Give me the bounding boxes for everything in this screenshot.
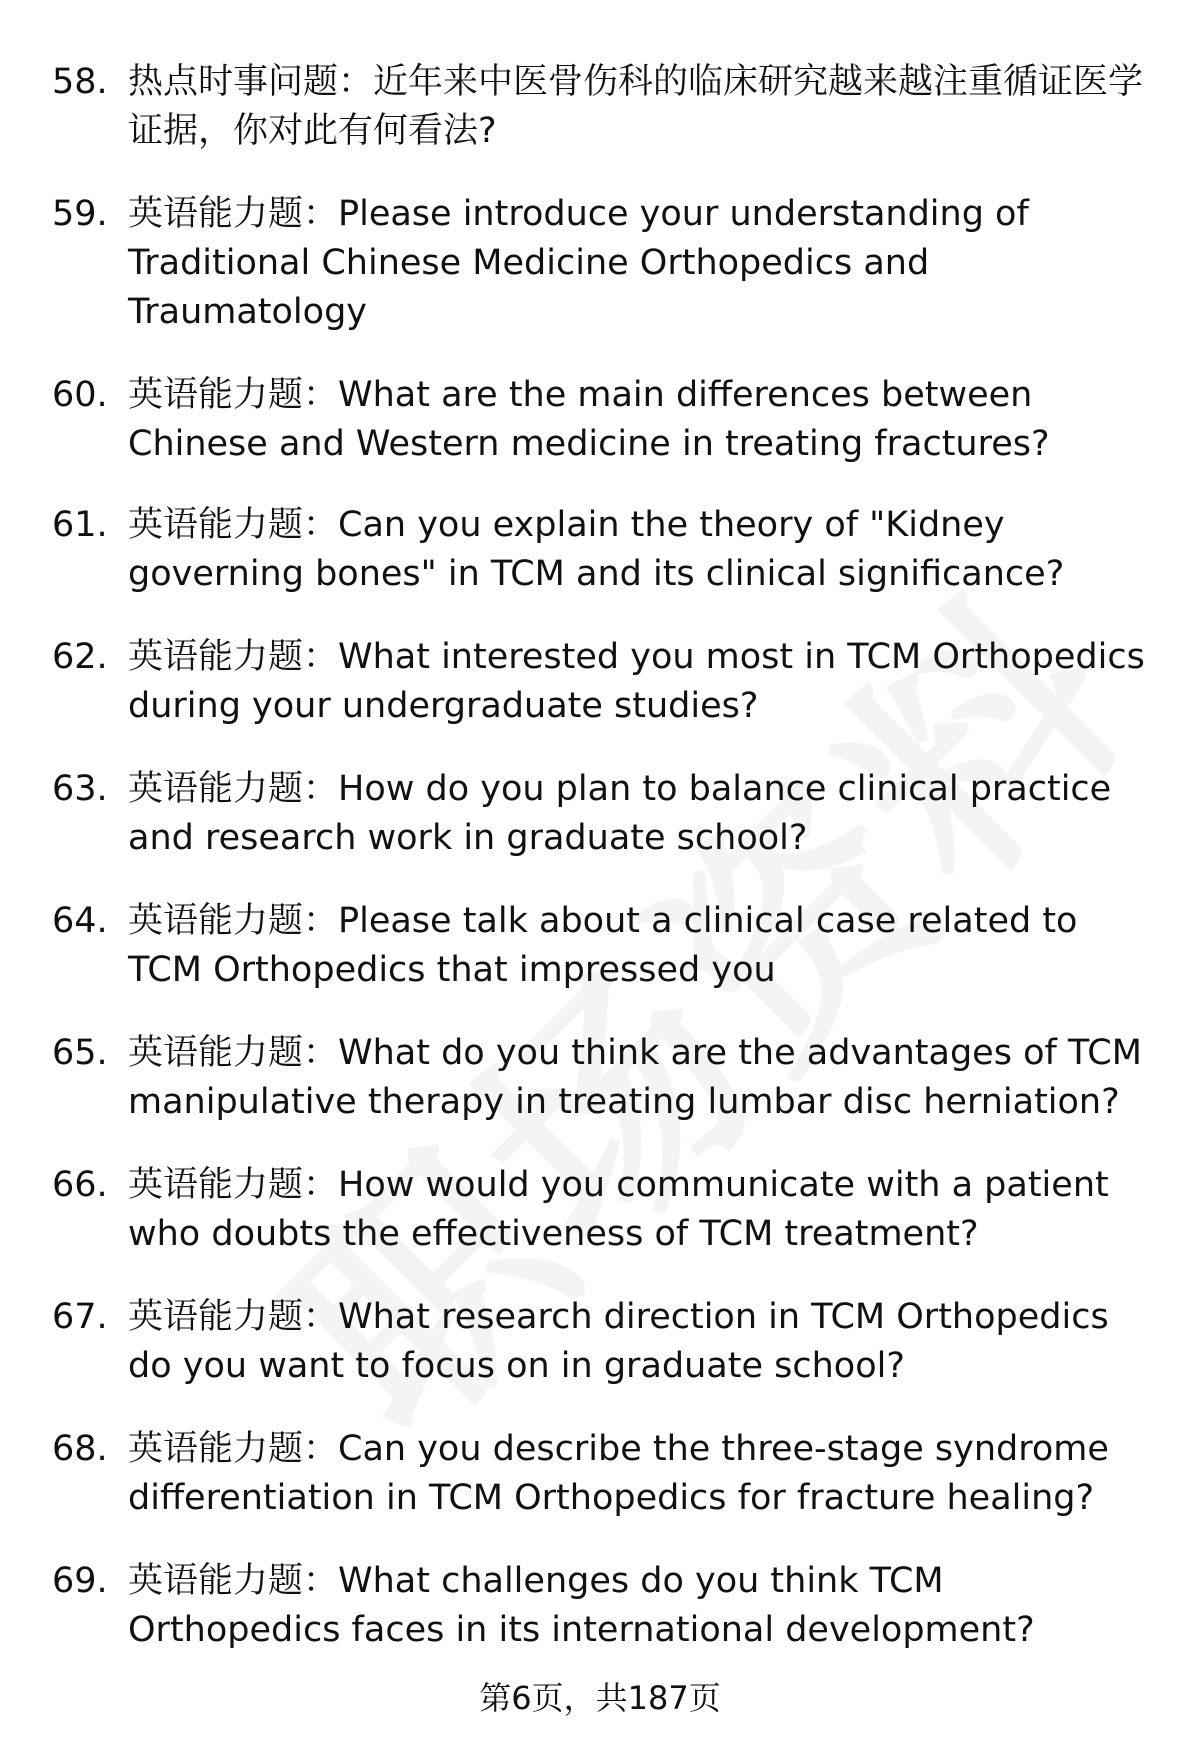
question-number: 60. [52, 375, 108, 415]
list-item [52, 1557, 1162, 1655]
question-number: 58. [52, 62, 108, 102]
question-text: 英语能力题：Can you explain the theory of "Kidney governing bones" in TCM and its clinical significance? [128, 505, 1065, 594]
question-text: 英语能力题：What challenges do you think TCM Orthopedics faces in its international development? [128, 1561, 1035, 1650]
list-item [52, 633, 1162, 731]
list-item [52, 190, 1162, 337]
question-text: 英语能力题：Please introduce your understanding of Traditional Chinese Medicine Orthopedics and Traumatology [128, 194, 1029, 332]
list-item [52, 371, 1162, 469]
list-item [52, 897, 1162, 995]
question-text: 英语能力题：How do you plan to balance clinical practice and research work in graduate school? [128, 769, 1112, 858]
question-text: 英语能力题：What research direction in TCM Orthopedics do you want to focus on in graduate school? [128, 1297, 1109, 1386]
list-item [52, 1029, 1162, 1127]
page-footer: 第6页，共187页 [479, 1679, 721, 1717]
question-number: 68. [52, 1429, 108, 1469]
list-item [52, 58, 1162, 156]
question-number: 61. [52, 505, 108, 545]
question-number: 64. [52, 901, 108, 941]
question-text: 热点时事问题：近年来中医骨伤科的临床研究越来越注重循证医学证据，你对此有何看法? [128, 62, 1144, 151]
question-text: 英语能力题：What do you think are the advantages of TCM manipulative therapy in treating lumbar disc herniation? [128, 1033, 1142, 1122]
question-text: 英语能力题：Can you describe the three-stage syndrome differentiation in TCM Orthopedics for fracture healing? [128, 1429, 1109, 1518]
question-number: 66. [52, 1165, 108, 1205]
question-text: 英语能力题：What are the main differences between Chinese and Western medicine in treating fractures? [128, 375, 1050, 464]
question-text: 英语能力题：Please talk about a clinical case related to TCM Orthopedics that impressed you [128, 901, 1078, 990]
question-text: 英语能力题：What interested you most in TCM Orthopedics during your undergraduate studies? [128, 637, 1145, 726]
question-number: 62. [52, 637, 108, 677]
question-number: 63. [52, 769, 108, 809]
question-text: 英语能力题：How would you communicate with a patient who doubts the effectiveness of TCM treatment? [128, 1165, 1109, 1254]
list-item [52, 501, 1162, 599]
question-list [52, 58, 1162, 1689]
list-item [52, 1425, 1162, 1523]
question-number: 65. [52, 1033, 108, 1073]
question-number: 59. [52, 194, 108, 234]
question-number: 69. [52, 1561, 108, 1601]
list-item [52, 765, 1162, 863]
list-item [52, 1293, 1162, 1391]
list-item [52, 1161, 1162, 1259]
question-number: 67. [52, 1297, 108, 1337]
